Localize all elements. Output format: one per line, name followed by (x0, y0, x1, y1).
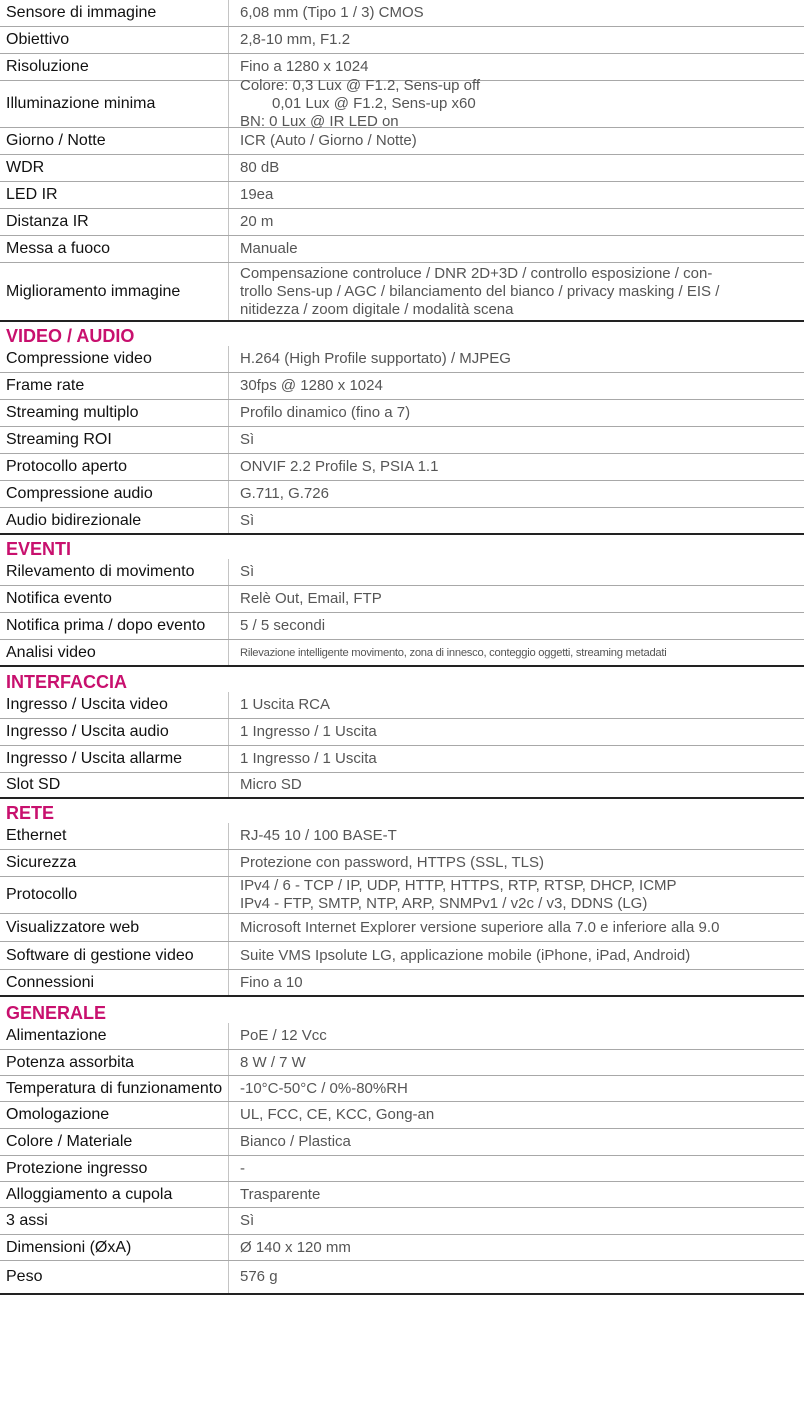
spec-label: Alimentazione (6, 1027, 107, 1044)
spec-row (0, 77, 804, 130)
spec-value-line: Fino a 1280 x 1024 (240, 58, 369, 75)
spec-value-line: Relè Out, Email, FTP (240, 590, 382, 607)
spec-value-line: Sì (240, 1212, 255, 1229)
spec-row (0, 850, 804, 877)
spec-label: LED IR (6, 186, 58, 203)
spec-value (228, 1182, 804, 1207)
spec-label: Ingresso / Uscita audio (6, 723, 169, 740)
spec-value (228, 27, 804, 53)
spec-row (0, 209, 804, 236)
spec-row (0, 427, 804, 454)
spec-value (228, 346, 804, 372)
spec-row (0, 1023, 804, 1050)
spec-value (228, 236, 804, 262)
spec-row (0, 559, 804, 586)
spec-value (228, 692, 804, 718)
spec-value-line: trollo Sens-up / AGC / bilanciamento del bianco / privacy masking / EIS / (240, 282, 720, 300)
spec-row (0, 182, 804, 209)
spec-value-line: IPv4 - FTP, SMTP, NTP, ARP, SNMPv1 / v2c / v3, DDNS (LG) (240, 895, 648, 912)
spec-row (0, 508, 804, 535)
spec-label: Frame rate (6, 377, 85, 394)
spec-value-line: UL, FCC, CE, KCC, Gong-an (240, 1106, 435, 1123)
spec-label: Potenza assorbita (6, 1053, 135, 1071)
spec-value-line: 80 dB (240, 159, 280, 176)
spec-value (228, 182, 804, 208)
spec-label: Obiettivo (6, 31, 70, 48)
spec-label: Peso (6, 1268, 43, 1285)
spec-label: Dimensioni (ØxA) (6, 1238, 132, 1256)
spec-label: Connessioni (6, 973, 95, 991)
spec-value-line: 6,08 mm (Tipo 1 / 3) CMOS (240, 4, 424, 21)
spec-label: Analisi video (6, 643, 96, 661)
spec-value-line: 1 Ingresso / 1 Uscita (240, 750, 377, 767)
spec-value-line: Ø 140 x 120 mm (240, 1238, 351, 1256)
spec-value (228, 970, 804, 995)
spec-label: Protocollo aperto (6, 458, 127, 475)
spec-label: Ingresso / Uscita video (6, 696, 168, 713)
spec-value-line: Trasparente (240, 1185, 321, 1203)
spec-row (0, 346, 804, 373)
spec-value-line: 576 g (240, 1268, 278, 1285)
spec-row (0, 914, 804, 942)
spec-row (0, 586, 804, 613)
spec-row (0, 128, 804, 155)
spec-value-line: Sì (240, 563, 255, 580)
spec-label: Ethernet (6, 827, 67, 844)
spec-value (228, 128, 804, 154)
spec-row (0, 942, 804, 970)
spec-value (228, 586, 804, 612)
spec-row (0, 263, 804, 322)
spec-row (0, 1102, 804, 1129)
spec-row (0, 155, 804, 182)
spec-value-line: Sì (240, 431, 255, 448)
spec-row (0, 1156, 804, 1182)
spec-value (228, 1076, 804, 1101)
spec-value (228, 773, 804, 797)
spec-row (0, 1208, 804, 1235)
spec-value-line: Suite VMS Ipsolute LG, applicazione mobile (iPhone, iPad, Android) (240, 946, 691, 964)
spec-label: Software di gestione video (6, 946, 194, 964)
spec-label: Illuminazione minima (6, 95, 156, 112)
spec-value (228, 454, 804, 480)
spec-label: Protezione ingresso (6, 1159, 148, 1177)
spec-label: Distanza IR (6, 213, 89, 230)
spec-value-line: Microsoft Internet Explorer versione superiore alla 7.0 e inferiore alla 9.0 (240, 918, 720, 936)
spec-row (0, 1182, 804, 1208)
spec-label: Omologazione (6, 1106, 110, 1123)
spec-value-line: PoE / 12 Vcc (240, 1027, 327, 1044)
spec-value (228, 1156, 804, 1181)
section-title: VIDEO / AUDIO (6, 326, 135, 346)
spec-value-line: 8 W / 7 W (240, 1053, 306, 1071)
spec-value-line: 20 m (240, 213, 274, 230)
spec-value-line: Fino a 10 (240, 973, 303, 991)
spec-value (228, 914, 804, 941)
spec-value (228, 1261, 804, 1293)
spec-value (228, 823, 804, 849)
spec-label: 3 assi (6, 1212, 48, 1229)
spec-row (0, 823, 804, 850)
spec-label: Compressione video (6, 350, 152, 367)
spec-value-line: Compensazione controluce / DNR 2D+3D / controllo esposizione / con- (240, 264, 713, 282)
spec-value-line: 1 Ingresso / 1 Uscita (240, 723, 377, 740)
spec-value-line: 2,8-10 mm, F1.2 (240, 31, 351, 48)
spec-row (0, 773, 804, 799)
spec-value-line: Colore: 0,3 Lux @ F1.2, Sens-up off (240, 77, 481, 94)
spec-row (0, 1076, 804, 1102)
spec-label: Visualizzatore web (6, 918, 140, 936)
spec-value (228, 1023, 804, 1049)
spec-row (0, 27, 804, 54)
spec-value (228, 1129, 804, 1155)
spec-value (228, 1208, 804, 1234)
spec-label: Slot SD (6, 776, 61, 793)
spec-value (228, 719, 804, 745)
section-title: RETE (6, 803, 55, 823)
spec-row (0, 970, 804, 997)
spec-value-line: - (240, 1159, 245, 1177)
spec-value (228, 877, 804, 913)
spec-value-line: 5 / 5 secondi (240, 617, 326, 634)
spec-label: Audio bidirezionale (6, 511, 142, 529)
spec-row (0, 613, 804, 640)
spec-label: Rilevamento di movimento (6, 563, 195, 580)
section-title: INTERFACCIA (6, 672, 127, 692)
spec-row (0, 746, 804, 773)
spec-row (0, 640, 804, 667)
spec-value (228, 373, 804, 399)
spec-value (228, 481, 804, 507)
spec-row (0, 0, 804, 27)
spec-row (0, 719, 804, 746)
spec-label: Temperatura di funzionamento (6, 1079, 223, 1097)
spec-value-line: nitidezza / zoom digitale / modalità scena (240, 300, 514, 318)
spec-value-line: Manuale (240, 240, 298, 257)
spec-value (228, 559, 804, 585)
spec-value (228, 640, 804, 665)
section-title: EVENTI (6, 539, 72, 559)
spec-value-line: BN: 0 Lux @ IR LED on (240, 113, 399, 130)
spec-label: Sicurezza (6, 854, 77, 871)
spec-row (0, 1129, 804, 1156)
spec-label: Miglioramento immagine (6, 282, 181, 300)
spec-value-line: 1 Uscita RCA (240, 696, 331, 713)
spec-value-line: ICR (Auto / Giorno / Notte) (240, 132, 417, 149)
spec-value (228, 77, 804, 130)
spec-label: Risoluzione (6, 58, 89, 75)
spec-value-line: ONVIF 2.2 Profile S, PSIA 1.1 (240, 458, 439, 475)
spec-label: Compressione audio (6, 485, 153, 502)
spec-value-line: Micro SD (240, 776, 302, 793)
spec-value (228, 746, 804, 772)
spec-label: WDR (6, 159, 45, 176)
spec-label: Streaming multiplo (6, 404, 139, 421)
spec-value (228, 0, 804, 26)
spec-value (228, 508, 804, 533)
spec-label: Notifica evento (6, 590, 112, 607)
spec-label: Notifica prima / dopo evento (6, 617, 206, 634)
spec-value (228, 400, 804, 426)
spec-label: Colore / Materiale (6, 1133, 133, 1150)
spec-value (228, 850, 804, 876)
spec-value (228, 209, 804, 235)
spec-value-line: H.264 (High Profile supportato) / MJPEG (240, 350, 511, 367)
spec-value-line: Bianco / Plastica (240, 1133, 351, 1150)
spec-value-line: -10°C-50°C / 0%-80%RH (240, 1079, 408, 1097)
spec-value-line: 0,01 Lux @ F1.2, Sens-up x60 (272, 95, 476, 112)
spec-row (0, 877, 804, 914)
spec-value-line: RJ-45 10 / 100 BASE-T (240, 827, 397, 844)
section-title: GENERALE (6, 1003, 107, 1023)
spec-label: Alloggiamento a cupola (6, 1185, 173, 1203)
spec-value (228, 155, 804, 181)
spec-value (228, 942, 804, 969)
spec-label: Ingresso / Uscita allarme (6, 750, 183, 767)
spec-value (228, 427, 804, 453)
spec-label: Streaming ROI (6, 431, 112, 448)
spec-value (228, 1050, 804, 1075)
spec-value-line: G.711, G.726 (240, 485, 329, 502)
spec-row (0, 236, 804, 263)
spec-value-line: Profilo dinamico (fino a 7) (240, 404, 411, 421)
spec-value-line: 19ea (240, 186, 274, 203)
spec-value-line: Protezione con password, HTTPS (SSL, TLS) (240, 854, 545, 871)
spec-value-line: Sì (240, 511, 255, 529)
spec-value-line: 30fps @ 1280 x 1024 (240, 377, 383, 394)
spec-label: Messa a fuoco (6, 240, 111, 257)
spec-value (228, 263, 804, 320)
spec-row (0, 481, 804, 508)
spec-value-line: IPv4 / 6 - TCP / IP, UDP, HTTP, HTTPS, RTP, RTSP, DHCP, ICMP (240, 877, 677, 894)
spec-row (0, 692, 804, 719)
spec-row (0, 1261, 804, 1295)
spec-row (0, 1050, 804, 1076)
spec-label: Protocollo (6, 886, 78, 903)
spec-value (228, 1235, 804, 1260)
spec-row (0, 400, 804, 427)
spec-row (0, 1235, 804, 1261)
spec-label: Sensore di immagine (6, 4, 157, 21)
spec-value-line: Rilevazione intelligente movimento, zona di innesco, conteggio oggetti, streaming metadati (240, 646, 667, 659)
spec-value (228, 613, 804, 639)
spec-value (228, 1102, 804, 1128)
spec-label: Giorno / Notte (6, 132, 106, 149)
spec-row (0, 454, 804, 481)
spec-row (0, 373, 804, 400)
